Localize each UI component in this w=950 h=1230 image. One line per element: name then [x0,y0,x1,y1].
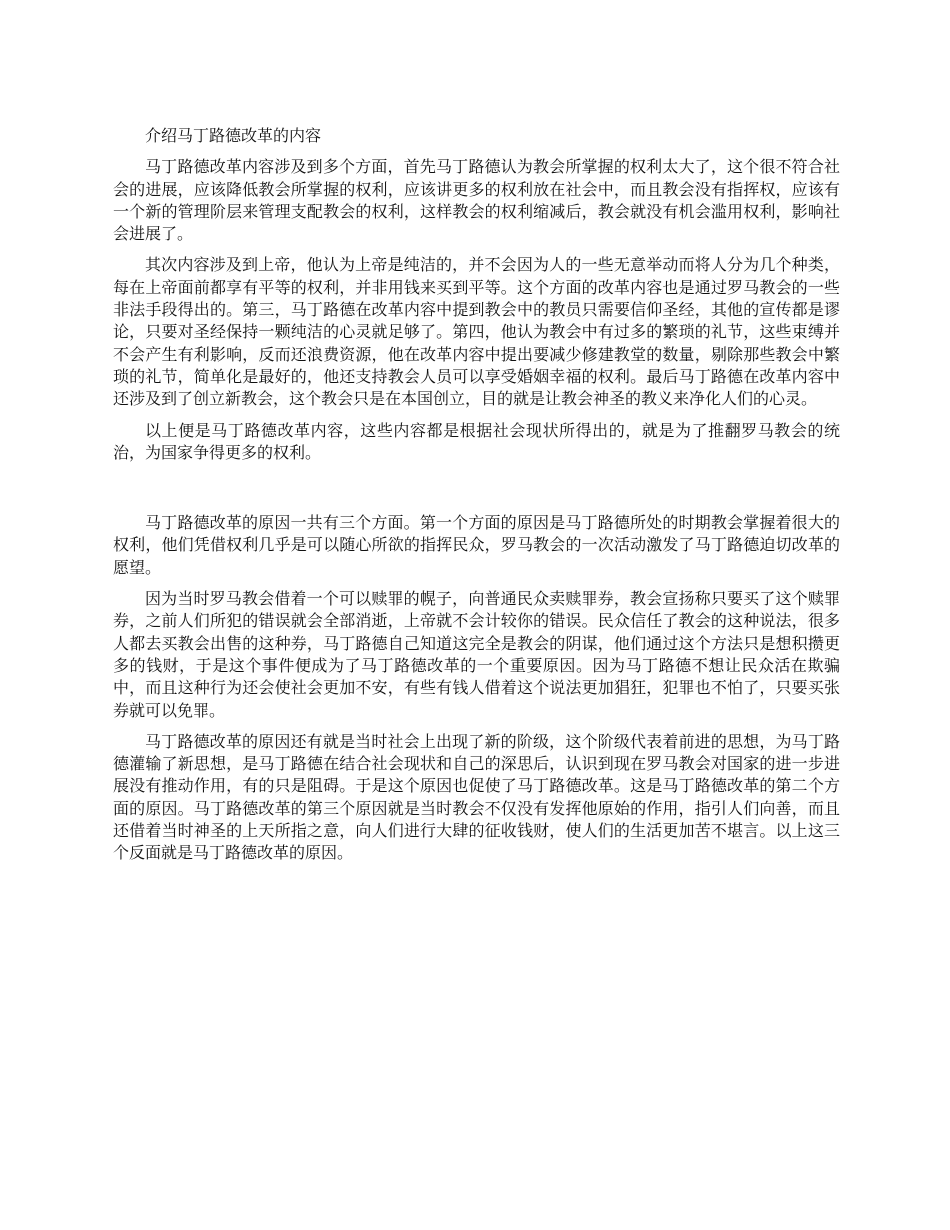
section2-paragraph-2: 因为当时罗马教会借着一个可以赎罪的幌子，向普通民众卖赎罪券，教会宣扬称只要买了这个赎罪券，之前人们所犯的错误就会全部消逝，上帝就不会计较你的错误。民众信任了教会的这种说法，很多人都去买教会出售的这种券，马丁路德自己知道这完全是教会的阴谋，他们通过这个方法只是想积攒更多的钱财，于是这个事件便成为了马丁路德改革的一个重要原因。因为马丁路德不想让民众活在欺骗中，而且这种行为还会使社会更加不安，有些有钱人借着这个说法更加猖狂，犯罪也不怕了，只要买张券就可以免罪。 [113,589,840,720]
document-title: 介绍马丁路德改革的内容 [145,126,322,145]
section1-paragraph-3: 以上便是马丁路德改革内容，这些内容都是根据社会现状所得出的，就是为了推翻罗马教会的统治，为国家争得更多的权利。 [113,420,840,462]
section2-paragraph-3: 马丁路德改革的原因还有就是当时社会上出现了新的阶级，这个阶级代表着前进的思想，为马丁路德灌输了新思想，是马丁路德在结合社会现状和自己的深思后，认识到现在罗马教会对国家的进一步进展没有推动作用，有的只是阻碍。于是这个原因也促使了马丁路德改革。这是马丁路德改革的第二个方面的原因。马丁路德改革的第三个原因就是当时教会不仅没有发挥他原始的作用，指引人们向善，而且还借着当时神圣的上天所指之意，向人们进行大肆的征收钱财，使人们的生活更加苦不堪言。以上这三个反面就是马丁路德改革的原因。 [113,731,840,863]
section-spacer [113,473,840,512]
document-page [113,125,840,874]
section1-paragraph-1: 马丁路德改革内容涉及到多个方面，首先马丁路德认为教会所掌握的权利太大了，这个很不符合社会的进展，应该降低教会所掌握的权利，应该讲更多的权利放在社会中，而且教会没有指挥权，应该有一个新的管理阶层来管理支配教会的权利，这样教会的权利缩减后，教会就没有机会滥用权利，影响社会进展了。 [113,157,840,244]
section2-paragraph-1: 马丁路德改革的原因一共有三个方面。第一个方面的原因是马丁路德所处的时期教会掌握着很大的权利，他们凭借权利几乎是可以随心所欲的指挥民众，罗马教会的一次活动激发了马丁路德迫切改革的愿望。 [113,513,840,577]
section1-paragraph-2: 其次内容涉及到上帝，他认为上帝是纯洁的，并不会因为人的一些无意举动而将人分为几个种类，每在上帝面前都享有平等的权利，并非用钱来买到平等。这个方面的改革内容也是通过罗马教会的一些非法手段得出的。第三，马丁路德在改革内容中提到教会中的教员只需要信仰圣经，其他的宣传都是谬论，只要对圣经保持一颗纯洁的心灵就足够了。第四，他认为教会中有过多的繁琐的礼节，这些束缚并不会产生有利影响，反而还浪费资源，他在改革内容中提出要减少修建教堂的数量，剔除那些教会中繁琐的礼节，简单化是最好的，他还支持教会人员可以享受婚姻幸福的权利。最后马丁路德在改革内容中还涉及到了创立新教会，这个教会只是在本国创立，目的就是让教会神圣的教义来净化人们的心灵。 [113,255,840,409]
